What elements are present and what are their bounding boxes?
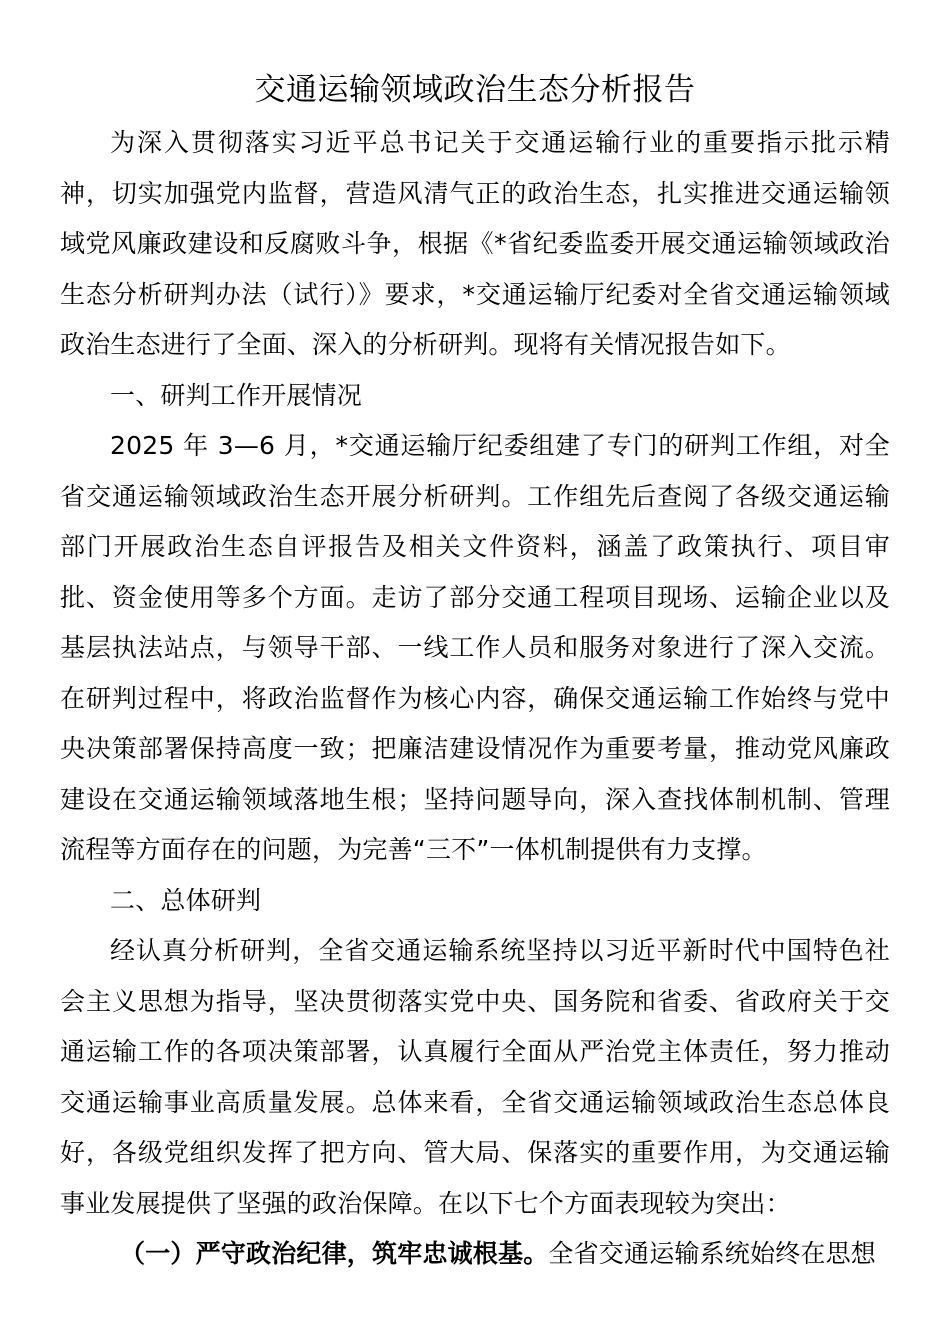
section-heading-1: 一、研判工作开展情况 (110, 380, 363, 410)
point-1-paragraph (60, 1229, 890, 1280)
point-1-title: （一）严守政治纪律，筑牢忠诚根基。 (120, 1239, 549, 1268)
intro-paragraph: 为深入贯彻落实习近平总书记关于交通运输行业的重要指示批示精神，切实加强党内监督，营造风清气正的政治生态，扎实推进交通运输领域党风廉政建设和反腐败斗争，根据《*省纪委监委开展交通运输领域政治生态分析研判办法（试行）》要求，*交通运输厅纪委对全省交通运输领域政治生态进行了全面、深入的分析研判。现将有关情况报告如下。 (60, 128, 890, 359)
section-1-paragraph: 2025 年 3—6 月，*交通运输厅纪委组建了专门的研判工作组，对全省交通运输领域政治生态开展分析研判。工作组先后查阅了各级交通运输部门开展政治生态自评报告及相关文件资料，涵盖了政策执行、项目审批、资金使用等多个方面。走访了部分交通工程项目现场、运输企业以及基层执法站点，与领导干部、一线工作人员和服务对象进行了深入交流。在研判过程中，将政治监督作为核心内容，确保交通运输工作始终与党中央决策部署保持高度一致；把廉洁建设情况作为重要考量，推动党风廉政建设在交通运输领域落地生根；坚持问题导向，深入查找体制机制、管理流程等方面存在的问题，为完善“三不”一体机制提供有力支撑。 (60, 431, 890, 864)
section-heading-2: 二、总体研判 (110, 885, 262, 915)
document-page (60, 62, 890, 1280)
section-2-paragraph: 经认真分析研判，全省交通运输系统坚持以习近平新时代中国特色社会主义思想为指导，坚决贯彻落实党中央、国务院和省委、省政府关于交通运输工作的各项决策部署，认真履行全面从严治党主体责任，努力推动交通运输事业高质量发展。总体来看，全省交通运输领域政治生态总体良好，各级党组织发挥了把方向、管大局、保落实的重要作用，为交通运输事业发展提供了坚强的政治保障。在以下七个方面表现较为突出： (60, 936, 890, 1218)
point-1-text: 全省交通运输系统始终在思想 (548, 1239, 877, 1268)
document-title: 交通运输领域政治生态分析报告 (254, 72, 696, 108)
